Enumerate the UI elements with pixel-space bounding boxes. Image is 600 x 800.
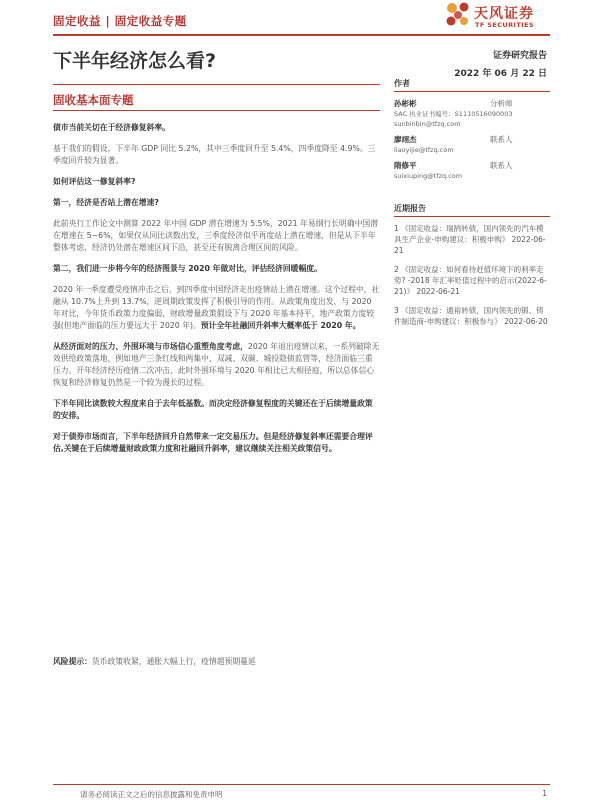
- paragraph-lead: 债市当前关切在于经济修复斜率。: [53, 123, 170, 132]
- author-name: 隋修平: [394, 161, 417, 170]
- disclaimer-text: 请务必阅读正文之后的信息披露和免责申明: [80, 790, 223, 799]
- paragraph-2020-conclusion: 预计全年社融回升斜率大概率低于 2020 年。: [200, 321, 361, 330]
- risk-label: 风险提示：: [53, 657, 92, 666]
- report-type: 证券研究报告: [492, 51, 547, 61]
- header-divider: [53, 34, 550, 36]
- page-number: 1: [542, 789, 547, 798]
- paragraph-bond-market: 对于债券市场而言，下半年经济回升自然带来一定交易压力。但是经济修复斜率还需要合理评估,关键在于后续增量财政政策力度和社融回升斜率，建议继续关注相关政策信号。: [53, 432, 373, 453]
- main-body: [53, 122, 380, 464]
- author-email[interactable]: liaoyijie@tfzq.com: [394, 146, 454, 154]
- section-first-heading: 第一，经济是否站上潜在增速?: [53, 198, 159, 207]
- header-category: 固定收益 | 固定收益专题: [53, 14, 187, 28]
- authors-heading: 作者: [394, 78, 550, 92]
- section-second-heading: 第二，我们进一步将今年的经济图景与 2020 年做对比，评估经济回暖幅度。: [53, 264, 322, 273]
- author-email[interactable]: suixiuping@tfzq.com: [394, 172, 463, 180]
- logo-text-cn: 天风证券: [474, 6, 534, 22]
- recent-report-link[interactable]: 3 《固定收益：通裕转债，国内领先的锻、铸件制造商-申购建议：积极参与》 2022-06-20: [394, 306, 548, 326]
- section-question: 如何评估这一修复斜率?: [53, 177, 136, 186]
- footer-divider: [53, 784, 550, 785]
- paragraph-assumption: 基于我们的假设，下半年 GDP 同比 5.2%，其中三季度回升至 5.4%，四季度降至 4.9%。三季度回升较为显著。: [53, 144, 376, 165]
- author-entry: [394, 160, 550, 181]
- author-role: 分析师: [490, 99, 513, 108]
- paragraph-pressure-lead: 从经济面对的压力、外围环境与市场信心重塑角度考虑，: [53, 342, 248, 351]
- paragraph-pressure-text: 2020 年退出疫情以来，一系列破除无效供给政策落地，例如地产三条红线和两集中、双减、双碳、城投隐债监管等，经济面临三重压力。开年经济经历疫情二次冲击，此时外围环境与 2020 年相比已大相径庭，所以总体信心恢复和经济修复仍然是一个较为漫长的过程。: [53, 342, 380, 387]
- risk-note: [53, 656, 380, 667]
- sidebar: [394, 78, 550, 335]
- paragraph-2020-comparison: [53, 284, 380, 332]
- report-title: 下半年经济怎么看?: [53, 50, 217, 72]
- author-name: 孙彬彬: [394, 99, 417, 108]
- recent-reports-heading: 近期报告: [394, 203, 550, 217]
- report-subtitle: 固收基本面专题: [53, 93, 134, 107]
- author-email[interactable]: sunbinbin@tfzq.com: [394, 120, 461, 128]
- subtitle-divider: [53, 110, 380, 111]
- company-logo: [444, 0, 554, 30]
- report-date: 2022 年 06 月 22 日: [454, 69, 547, 79]
- title-divider: [53, 84, 380, 85]
- paragraph-base-effect: 下半年同比读数较大程度来自于去年低基数。而决定经济修复程度的关键还在于后续增量政策的安排。: [53, 399, 373, 420]
- author-name: 廖翊杰: [394, 135, 417, 144]
- paragraph-potential-growth: 此前央行工作论文中测算 2022 年中国 GDP 潜在增速为 5.5%，2021 年易纲行长明确中国潜在增速在 5~6%，如果仅从同比读数出发，三季度经济似乎再度站上潜在增速，但是从下半年整体考虑，经济仍处潜在增速区间下沿，甚至还有脱离合理区间的风险。: [53, 219, 379, 252]
- risk-text: 货币政策收紧，通胀大幅上行，疫情超预期蔓延: [91, 657, 256, 666]
- author-role: 联系人: [490, 161, 513, 170]
- author-entry: [394, 134, 550, 155]
- paragraph-pressure: [53, 341, 380, 389]
- author-cert: SAC 执业证书编号：S1110516090003: [394, 110, 513, 118]
- recent-report-link[interactable]: 1 《固定收益：瑞鹄转债，国内领先的汽车模具生产企业-申购建议：积极申购》 2022-06-21: [394, 224, 546, 255]
- paragraph-2020-text: 2020 年一季度遭受疫情冲击之后，到四季度中国经济走出疫情站上潜在增速。这个过程中，社融从 10.7%上升到 13.7%，逆周期政策发挥了积极引导的作用。从政策角度出发，与 2020 年对比，今年货币政策力度偏弱，财政增量政策假设下与 2020 年基本持平，地产政策力度较强(但地产面临的压力要远大于 2020 年)。: [53, 285, 380, 330]
- logo-text-en: TF SECURITIES: [475, 21, 534, 29]
- author-role: 联系人: [490, 135, 513, 144]
- logo-flower-icon: [444, 0, 472, 28]
- recent-report-link[interactable]: 2 《固定收益：如何看待赶值环境下的利率走势? -2018 年汇率贬值过程中的启示(2022-6-21)》 2022-06-21: [394, 265, 547, 296]
- author-entry: [394, 98, 550, 129]
